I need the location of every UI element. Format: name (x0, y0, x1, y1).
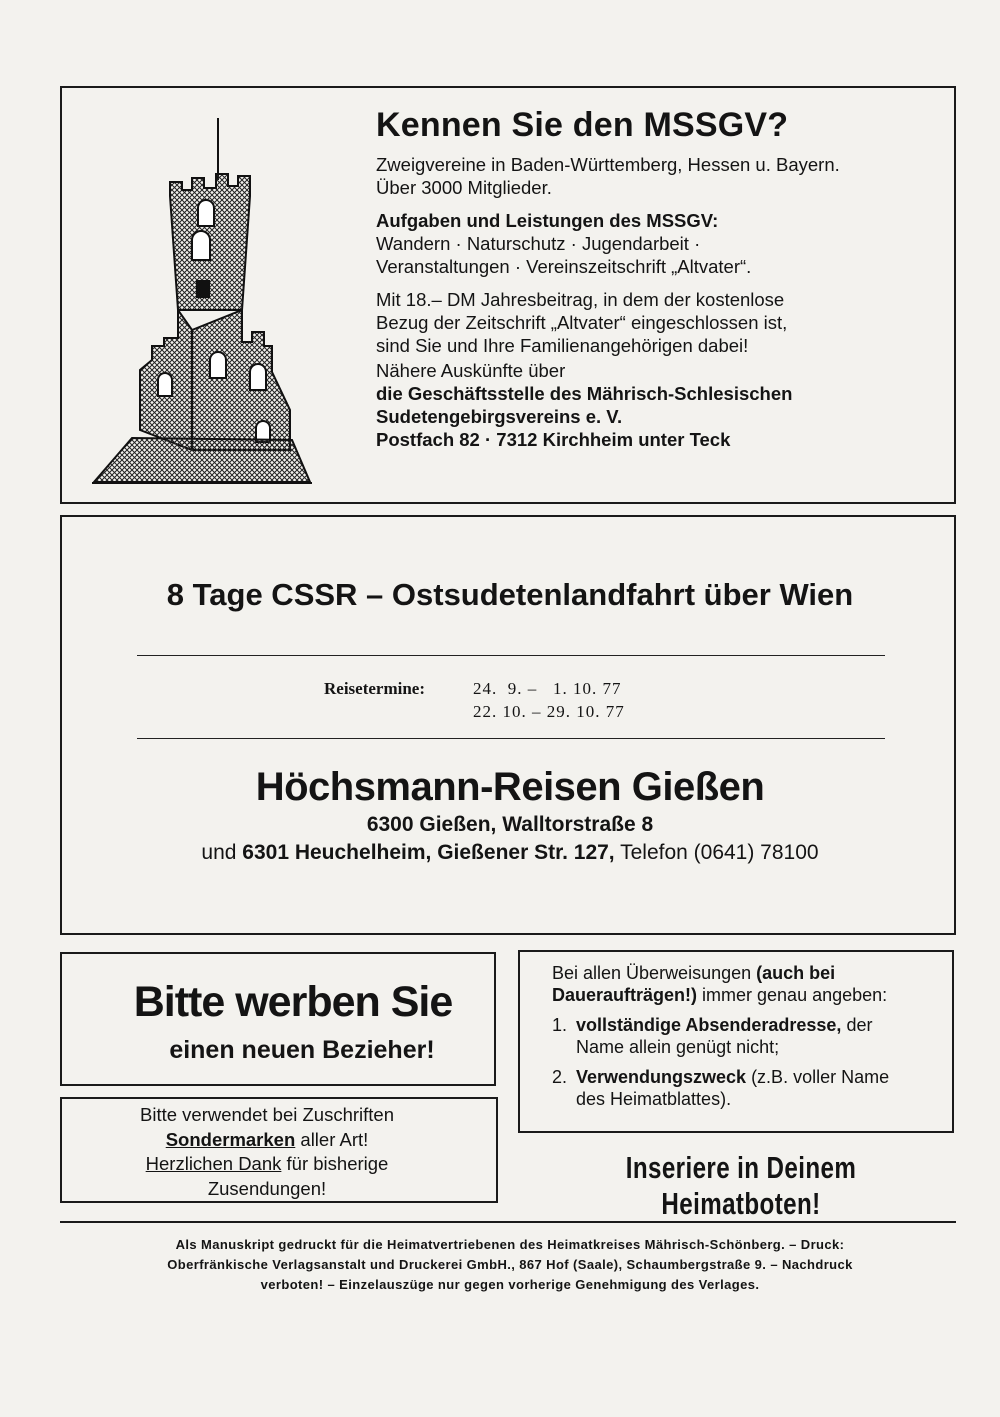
mssgv-info-label: Nähere Auskünfte über (376, 360, 566, 381)
item-bold: Verwendungszweck (576, 1067, 747, 1087)
item-number: 1. (552, 1015, 568, 1035)
trip-divider-top (137, 655, 885, 656)
address-branch: 6301 Heuchelheim, Gießener Str. 127, (242, 841, 615, 864)
inserat-slogan: Inseriere in Deinem Heimatboten! (625, 1150, 857, 1221)
imprint (85, 1235, 935, 1295)
item-rest: der Name allein genügt nicht; (576, 1015, 878, 1057)
ueberweisung-text (552, 962, 922, 1110)
mssgv-tasks-heading: Aufgaben und Leistungen des MSSGV: (376, 210, 719, 231)
trip-ad-box (60, 515, 956, 935)
item-bold: vollständige Absenderadresse, (576, 1015, 842, 1035)
sondermarken-text (122, 1103, 412, 1201)
marken-line-2 (122, 1128, 412, 1153)
intro-rest: immer genau angeben: (697, 985, 888, 1005)
mssgv-ad-box (60, 86, 956, 504)
castle-tower-illustration (92, 110, 312, 485)
company-name: Höchsmann-Reisen Gießen (255, 765, 765, 809)
sondermarken-word: Sondermarken (165, 1128, 296, 1150)
item-text (576, 1066, 922, 1110)
trip-title: 8 Tage CSSR – Ostsudetenlandfahrt über Wien (166, 577, 854, 612)
mssgv-contact-2: Sudetengebirgsvereins e. V. (376, 406, 623, 427)
mssgv-tasks-2: Veranstaltungen · Vereinszeitschrift „Altvater“. (376, 256, 752, 277)
mssgv-tasks-1: Wandern · Naturschutz · Jugendarbeit · (376, 233, 701, 254)
sondermarken-box (60, 1097, 498, 1203)
marken-line-3 (122, 1152, 412, 1177)
ueberweisung-item-2 (552, 1066, 922, 1110)
marken-line-1: Bitte verwendet bei Zuschriften (140, 1104, 394, 1125)
trip-dates-label: Reisetermine: (324, 679, 426, 698)
marken-line-2-rest: aller Art! (295, 1128, 369, 1150)
mssgv-fee-1: Mit 18.– DM Jahresbeitrag, in dem der kostenlose (376, 289, 785, 310)
intro-plain: Bei allen Überweisungen (552, 963, 757, 983)
item-text (576, 1014, 922, 1058)
trip-divider-bottom (137, 738, 885, 739)
mssgv-contact-3: Postfach 82 · 7312 Kirchheim unter Teck (376, 429, 731, 450)
mssgv-text-block (376, 106, 946, 451)
intro-bold: (auch bei Daueraufträgen!) (552, 963, 836, 1005)
imprint-line-1: Als Manuskript gedruckt für die Heimatvertriebenen des Heimatkreises Mährisch-Schönberg. – Druck: (175, 1237, 845, 1252)
company-address-2 (62, 841, 958, 865)
mssgv-contact-1: die Geschäftsstelle des Mährisch-Schlesischen (376, 383, 793, 404)
item-rest: (z.B. voller Name des Heimatblattes). (576, 1067, 895, 1109)
footer-divider (60, 1221, 956, 1223)
ueberweisung-item-1 (552, 1014, 922, 1058)
imprint-line-2: Oberfränkische Verlagsanstalt und Druckerei GmbH., 867 Hof (Saale), Schaumbergstraße 9. – Nachdruck (167, 1257, 853, 1272)
company-phone: Telefon (0641) 78100 (614, 841, 819, 864)
item-number: 2. (552, 1067, 568, 1087)
trip-date-1: 24. 9. – 1. 10. 77 (473, 679, 622, 698)
ueberweisung-box (518, 950, 954, 1133)
werben-box (60, 952, 496, 1086)
imprint-line-3: verboten! – Einzelauszüge nur gegen vorherige Genehmigung des Verlages. (260, 1277, 760, 1292)
address-prefix: und (201, 841, 243, 864)
werben-subtitle: einen neuen Bezieher! (169, 1036, 435, 1064)
dank-word: Herzlichen Dank (145, 1153, 282, 1174)
mssgv-intro-2: Über 3000 Mitglieder. (376, 177, 552, 198)
mssgv-fee-3: sind Sie und Ihre Familienangehörigen dabei! (376, 335, 749, 356)
mssgv-title: Kennen Sie den MSSGV? (376, 106, 789, 144)
marken-line-4: Zusendungen! (207, 1177, 327, 1199)
company-address-1: 6300 Gießen, Walltorstraße 8 (366, 813, 654, 836)
mssgv-fee-2: Bezug der Zeitschrift „Altvater“ eingeschlossen ist, (376, 312, 788, 333)
mssgv-intro-1: Zweigvereine in Baden-Württemberg, Hessen u. Bayern. (376, 154, 840, 175)
trip-dates-list (473, 677, 625, 723)
marken-line-3-rest: für bisherige (281, 1153, 389, 1174)
trip-date-2: 22. 10. – 29. 10. 77 (473, 702, 625, 721)
ueberweisung-intro (552, 962, 922, 1006)
werben-title: Bitte werben Sie (133, 978, 453, 1026)
